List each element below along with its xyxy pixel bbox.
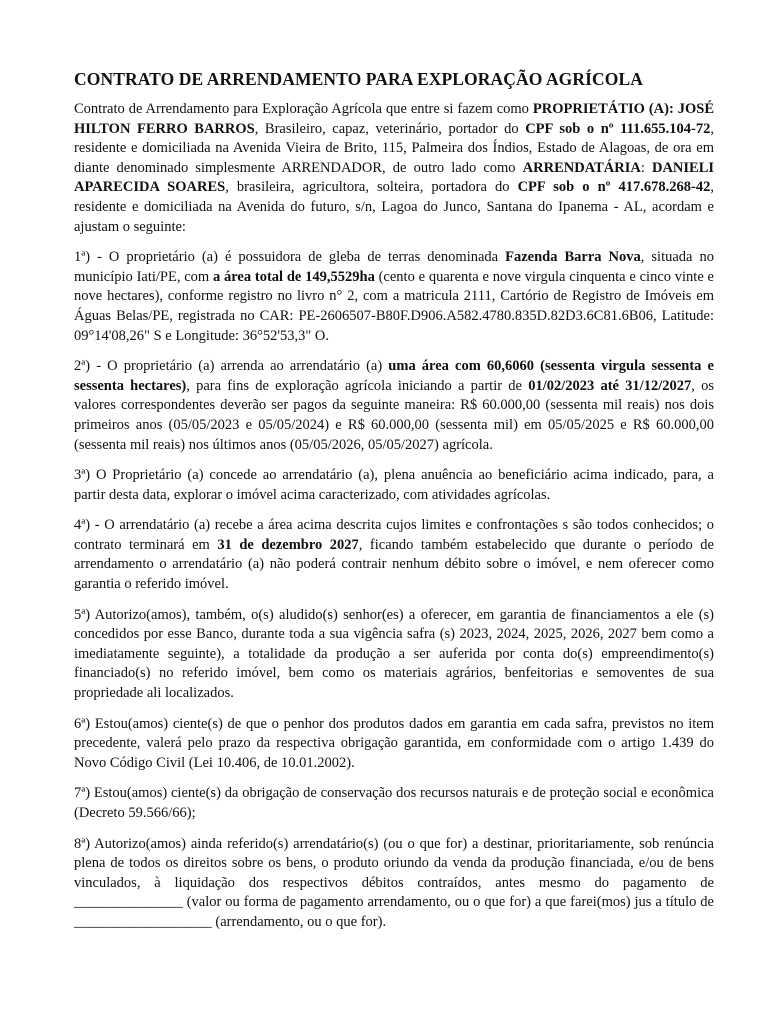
tenant-name: DANIELI APARECIDA SOARES: [74, 159, 715, 196]
lease-period: 01/02/2023 até 31/12/2027: [528, 377, 692, 394]
clause-5: 5ª) Autorizo(amos), também, o(s) aludido(s) senhor(es) a oferecer, em garantia de financiamentos a ele (s) concedidos por esse Banco, durante toda a sua vigência safra (s) 2023, 2024, 2025, 2026, 2027 bem como a imediatamente seguinte), a totalidade da produção a ser auferida por conta do(s) empreendimento(s) financiado(s) no referido imóvel, bem como os materiais agrários, benfeitorias e semoventes de sua propriedade ali localizados.: [74, 606, 714, 702]
owner-label: PROPRIETÁTIO (A): JOSÉ HILTON FERRO BARROS: [74, 101, 714, 137]
document-page: [74, 66, 714, 944]
tenant-label: ARRENDATÁRIA: [522, 159, 641, 176]
clause-1: 1ª) - O proprietário (a) é possuidora de gleba de terras denominada Fazenda Barra Nova, situada no município Iati/PE, com a área total de 149,5529ha (cento e quarenta e nove virgula cinquenta e cinco vinte e nove hectares), conforme registro no livro n° 2, com a matricula 2111, Cartório de Registro de Imóveis em Águas Belas/PE, registrada no CAR: PE-2606507-B80F.D906.A582.4780.835D.82D3.6C81.6B06, Latitude: 09°14'08,26" S e Longitude: 36°52'53,3" O.: [74, 249, 714, 344]
clause-2: 2ª) - O proprietário (a) arrenda ao arrendatário (a) uma área com 60,6060 (sessenta virgula sessenta e sessenta hectares), para fins de exploração agrícola iniciando a partir de 01/02/2023 até 31/12/2027, os valores correspondentes deverão ser pagos da seguinte maneira: R$ 60.000,00 (sessenta mil reais) nos dois primeiros anos (05/05/2023 e 05/05/2024) e R$ 60.000,00 (sessenta mil) em 05/05/2025 e R$ 60.000,00 (sessenta mil reais) nos últimos anos (05/05/2026, 05/05/2027) agrícola.: [74, 358, 714, 453]
clause-4: 4ª) - O arrendatário (a) recebe a área acima descrita cujos limites e confrontações s são todos conhecidos; o contrato terminará em 31 de dezembro 2027, ficando também estabelecido que durante o período de arrendamento o arrendatário (a) não poderá contrair nenhum débito sobre o imóvel, e nem oferecer como garantia o referido imóvel.: [74, 517, 714, 593]
owner-cpf: CPF sob o nº 111.655.104-72: [525, 120, 711, 137]
intro-paragraph: Contrato de Arrendamento para Exploração Agrícola que entre si fazem como PROPRIETÁTIO (A): JOSÉ HILTON FERRO BARROS, Brasileiro, capaz, veterinário, portador do CPF sob o nº 111.655.104-72, residente e domiciliada na Avenida Vieira de Brito, 115, Palmeira dos Índios, Estado de Alagoas, de ora em diante denominado simplesmente ARRENDADOR, de outro lado como ARRENDATÁRIA: DANIELI APARECIDA SOARES, brasileira, agricultora, solteira, portadora do CPF sob o nº 417.678.268-42, residente e domiciliada na Avenida do futuro, s/n, Lagoa do Junco, Santana do Ipanema - AL, acordam e ajustam o seguinte:: [74, 101, 715, 235]
document-title: CONTRATO DE ARRENDAMENTO PARA EXPLORAÇÃO AGRÍCOLA: [74, 69, 644, 89]
end-date: 31 de dezembro 2027: [217, 536, 359, 553]
clause-8: 8ª) Autorizo(amos) ainda referido(s) arrendatário(s) (ou o que for) a destinar, prioritariamente, sob renúncia plena de todos os direitos sobre os bens, o produto oriundo da venda da produção financiada, e/ou de bens vinculados, à liquidação dos respectivos débitos contraídos, antes mesmo do pagamento de _______________ (valor ou forma de pagamento arrendamento, ou o que for) a que farei(mos) jus a título de ___________________ (arrendamento, ou o que for).: [74, 835, 714, 930]
clause-7: 7ª) Estou(amos) ciente(s) da obrigação de conservação dos recursos naturais e de proteção social e econômica (Decreto 59.566/66);: [74, 785, 714, 821]
leased-area: uma área com 60,6060 (sessenta virgula sessenta e sessenta hectares): [74, 358, 714, 394]
tenant-cpf: CPF sob o nº 417.678.268-42: [517, 179, 711, 196]
total-area: a área total de 149,5529ha: [212, 268, 375, 285]
clause-3: 3ª) O Proprietário (a) concede ao arrendatário (a), plena anuência ao beneficiário acima indicado, para, a partir desta data, explorar o imóvel acima caracterizado, com atividades agrícolas.: [74, 467, 714, 503]
clause-6: 6ª) Estou(amos) ciente(s) de que o penhor dos produtos dados em garantia em cada safra, previstos no item precedente, valerá pelo prazo da respectiva obrigação garantida, em conformidade com o artigo 1.439 do Novo Código Civil (Lei 10.406, de 10.01.2002).: [74, 715, 714, 771]
farm-name: Fazenda Barra Nova: [505, 249, 641, 266]
